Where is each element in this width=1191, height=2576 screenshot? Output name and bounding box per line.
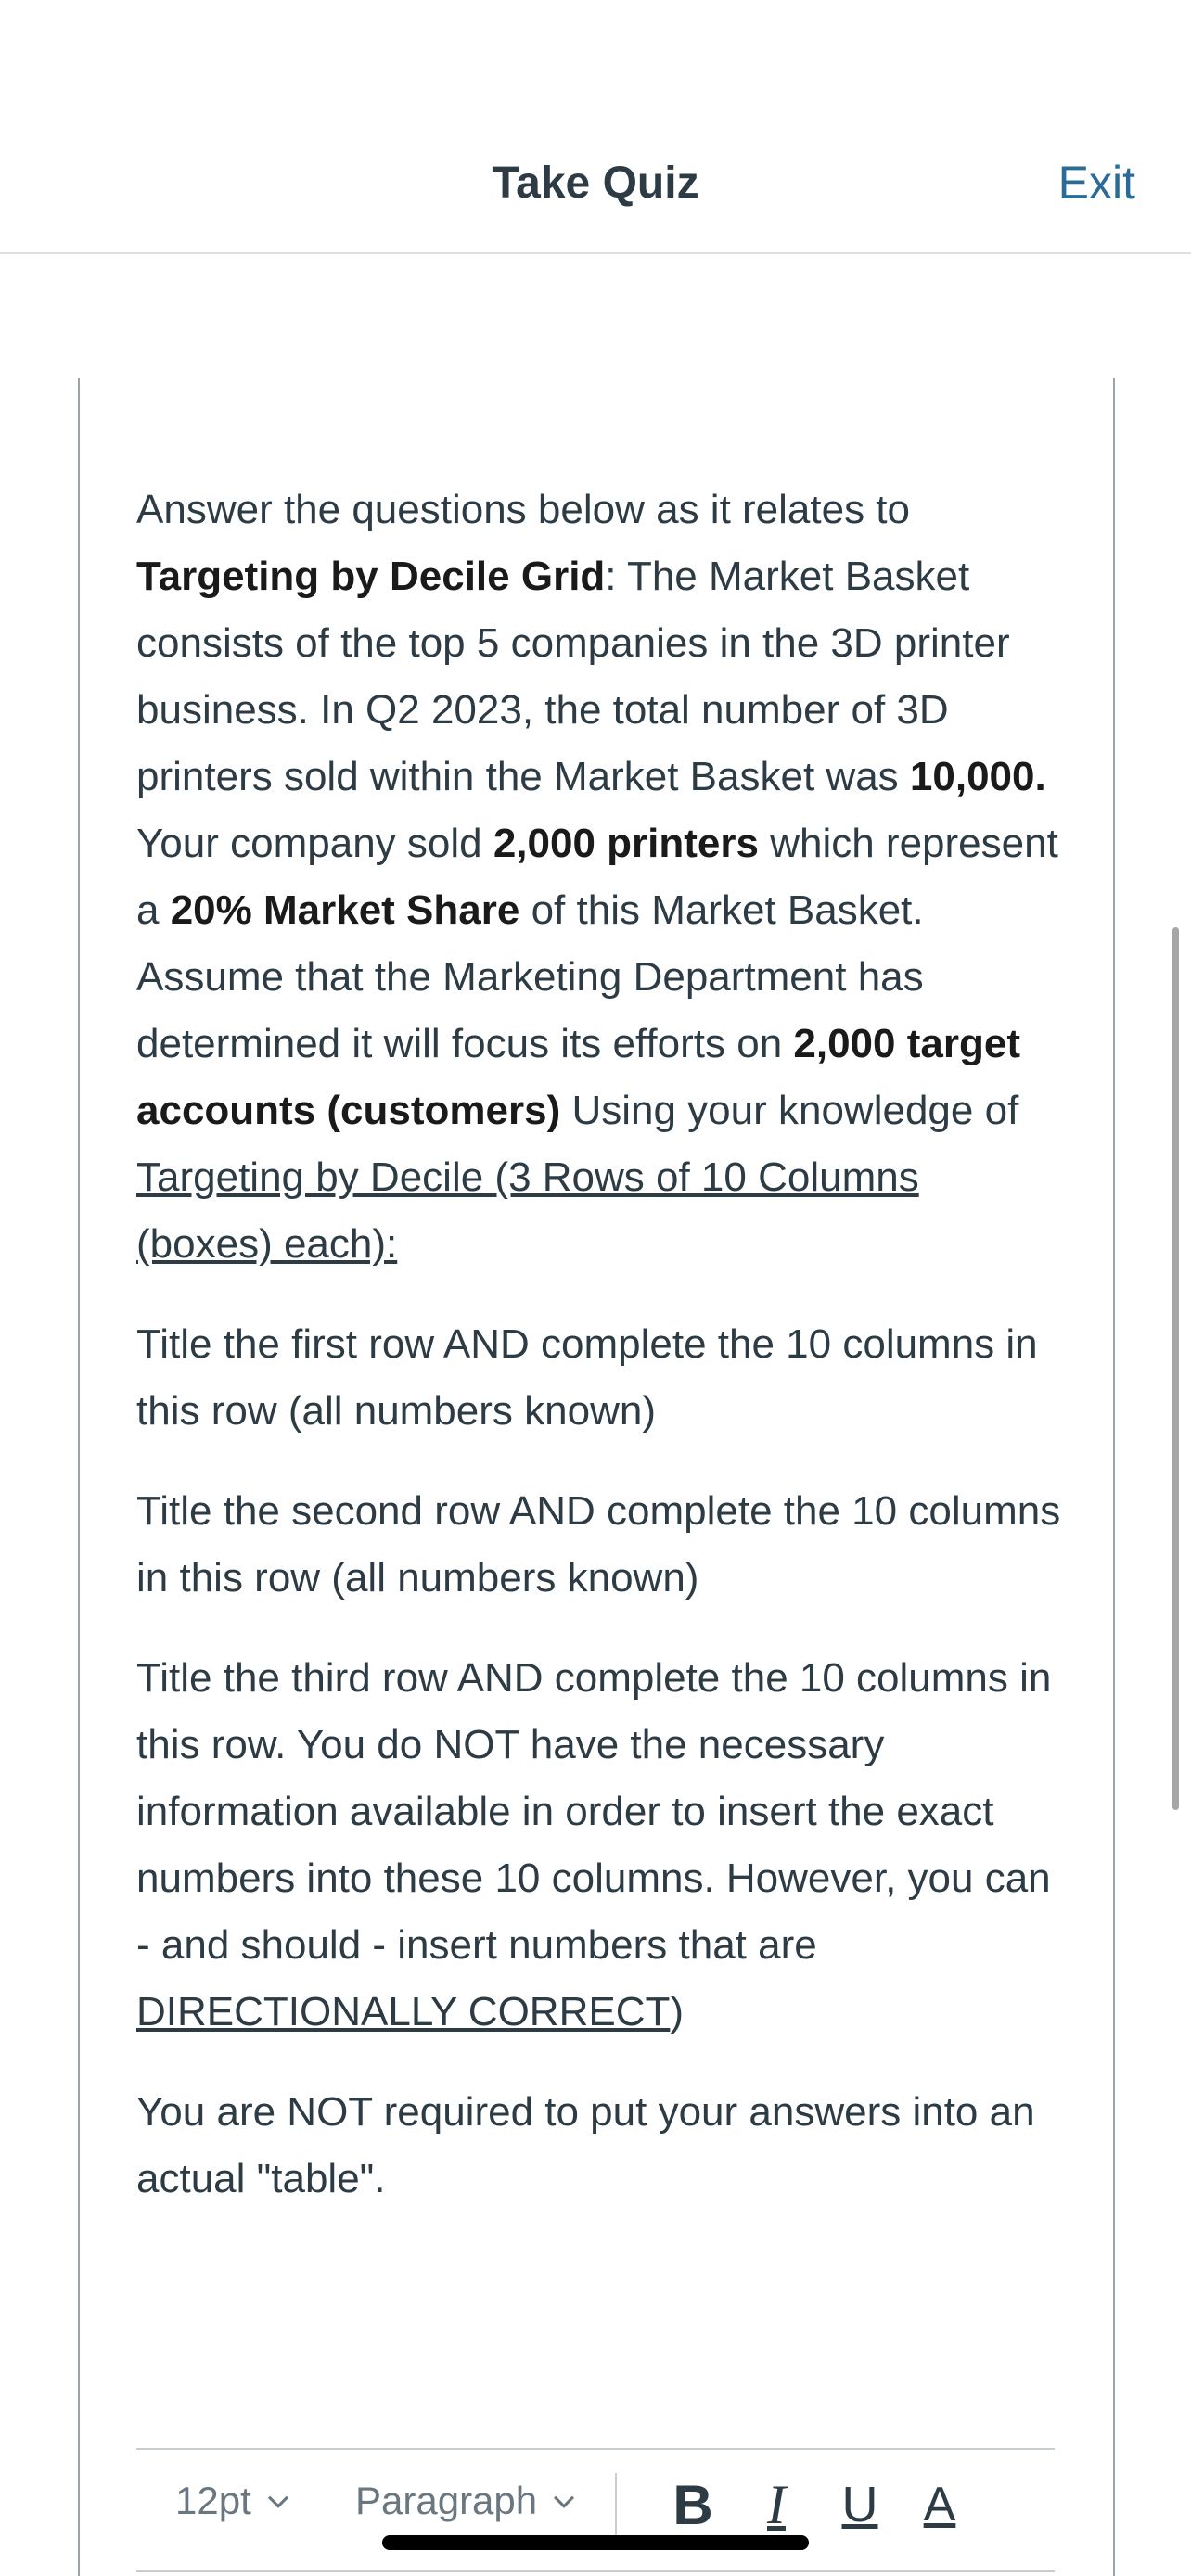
exit-button[interactable]: Exit <box>1057 157 1135 209</box>
block-format-value: Paragraph <box>355 2479 538 2522</box>
question-text <box>136 477 1064 2246</box>
chevron-down-icon <box>548 2485 580 2517</box>
text-run: Your company sold <box>136 821 493 866</box>
font-color-button[interactable]: A <box>923 2478 956 2531</box>
underline-button[interactable]: U <box>841 2477 878 2532</box>
text-run: : The Market Basket consists of the top 5 companies in the 3D printer business. In Q2 2023, the total number of 3D printers sold within the Market Basket was <box>136 554 1010 799</box>
font-size-value: 12pt <box>175 2479 251 2522</box>
page-title: Take Quiz <box>492 159 699 208</box>
question-paragraph-1 <box>136 477 1064 1278</box>
editor-bottom-border <box>136 2570 1055 2572</box>
emphasis-market-total: 10,000. <box>909 754 1046 799</box>
text-run: which represent a <box>136 821 1058 933</box>
text-run: ) <box>670 1989 685 2034</box>
emphasis-market-share: 20% Market Share <box>170 887 520 933</box>
underlined-directionally-correct: DIRECTIONALLY CORRECT <box>136 1989 671 2034</box>
underlined-decile-instructions: Targeting by Decile (3 Rows of 10 Columns (boxes) each): <box>136 1154 919 1267</box>
editor-top-border <box>136 2448 1055 2450</box>
question-paragraph-5: You are NOT required to put your answers into an actual "table". <box>136 2089 1035 2201</box>
emphasis-company-sold: 2,000 printers <box>493 821 759 866</box>
question-paragraph-4 <box>136 1645 1064 2046</box>
emphasis-target-accounts: 2,000 target accounts (customers) <box>136 1021 1020 1133</box>
italic-button[interactable]: I <box>767 2473 786 2535</box>
question-paragraph-2: Title the first row AND complete the 10 columns in this row (all numbers known) <box>136 1321 1038 1434</box>
text-run: Title the third row AND complete the 10 columns in this row. You do NOT have the necessary information available in order to insert the exact numbers into these 10 columns. However, you can - and should - insert numbers that are <box>136 1655 1052 1968</box>
text-run: Using your knowledge of <box>560 1088 1019 1133</box>
header <box>0 0 1191 254</box>
chevron-down-icon <box>263 2485 294 2517</box>
text-run: Answer the questions below as it relates to <box>136 487 911 532</box>
toolbar-divider <box>615 2473 617 2540</box>
text-run: of this Market Basket. Assume that the Marketing Department has determined it will focus its efforts on <box>136 887 924 1066</box>
scrollbar[interactable] <box>1172 927 1179 1810</box>
bold-button[interactable]: B <box>672 2473 713 2536</box>
home-indicator <box>382 2535 809 2550</box>
font-size-select[interactable] <box>175 2479 294 2523</box>
emphasis-decile-grid: Targeting by Decile Grid <box>136 554 606 599</box>
question-paragraph-3: Title the second row AND complete the 10 columns in this row (all numbers known) <box>136 1488 1061 1600</box>
block-format-select[interactable] <box>355 2479 580 2523</box>
